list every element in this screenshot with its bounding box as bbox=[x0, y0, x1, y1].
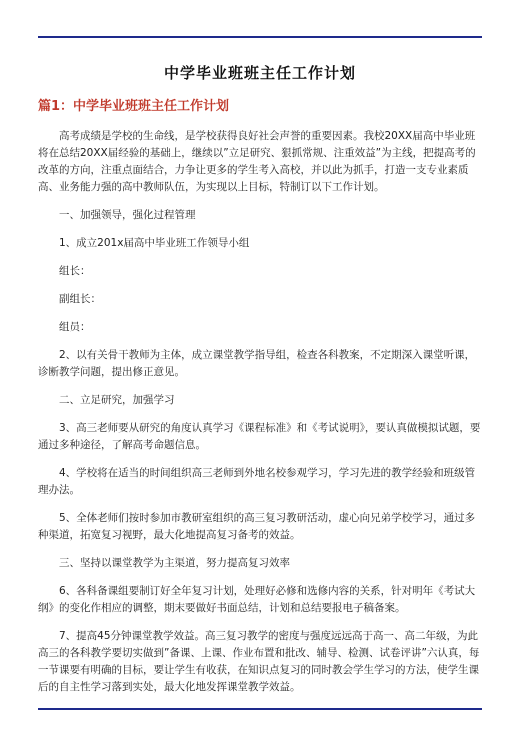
document-title: 中学毕业班班主任工作计划 bbox=[163, 64, 356, 82]
intro-paragraph: 高考成绩是学校的生命线，是学校获得良好社会声誉的重要因素。我校20XX届高中毕业班将在总结20XX届经验的基础上，继续以”立足研究、狠抓常规、注重效益”为主线，把提高考的改革的方向，注重点面结合，力争让更多的学生考入高校，并以此为抓手，打造一支专业素质高、业务能力强的高中教师队伍，为实现以上目标，特制订以下工作计划。 bbox=[38, 130, 476, 193]
item-3: 3、高三老师要从研究的角度认真学习《课程标准》和《考试说明》，要认真做模拟试题，要通过多种途径，了解高考命题信息。 bbox=[38, 422, 481, 451]
item-2: 2、以有关骨干教师为主体，成立课堂教学指导组，检查各科教案，不定期深入课堂听课，诊断教学问题，提出修正意见。 bbox=[38, 349, 476, 378]
item-7: 7、提高45分钟课堂教学效益。高三复习教学的密度与强度远远高于高一、高二年级，为此高三的各科教学要切实做到”备课、上课、作业布置和批改、辅导、检测、试卷评讲”六认真，每一节课要有明确的目标，要让学生有收获，在知识点复习的同时教会学生学习的方法，使学生课后的自主性学习落到实处，最大化地发挥课堂教学效益。 bbox=[38, 630, 480, 693]
item-1: 1、成立201x届高中毕业班工作领导小组 bbox=[59, 237, 250, 249]
section-heading: 篇1：中学毕业班班主任工作计划 bbox=[38, 99, 230, 114]
members-label: 组员： bbox=[59, 321, 91, 333]
footer-rule bbox=[38, 708, 482, 710]
heading-3: 三、坚持以课堂教学为主渠道，努力提高复习效率 bbox=[59, 557, 290, 569]
deputy-leader-label: 副组长： bbox=[59, 293, 101, 305]
heading-1: 一、加强领导，强化过程管理 bbox=[59, 209, 196, 221]
leader-label: 组长： bbox=[59, 265, 91, 277]
header-rule bbox=[38, 36, 482, 38]
heading-2: 二、立足研究，加强学习 bbox=[59, 394, 175, 406]
document-body bbox=[38, 62, 482, 696]
item-5: 5、全体老师们按时参加市教研室组织的高三复习教研活动，虚心向兄弟学校学习，通过多种渠道，拓宽复习视野，最大化地提高复习备考的效益。 bbox=[38, 512, 476, 541]
item-6: 6、各科备课组要制订好全年复习计划，处理好必修和选修内容的关系，针对明年《考试大纲》的变化作相应的调整，期末要做好书面总结，计划和总结要报电子稿备案。 bbox=[38, 585, 476, 614]
item-4: 4、学校将在适当的时间组织高三老师到外地名校参观学习，学习先进的教学经验和班级管理办法。 bbox=[38, 467, 476, 496]
